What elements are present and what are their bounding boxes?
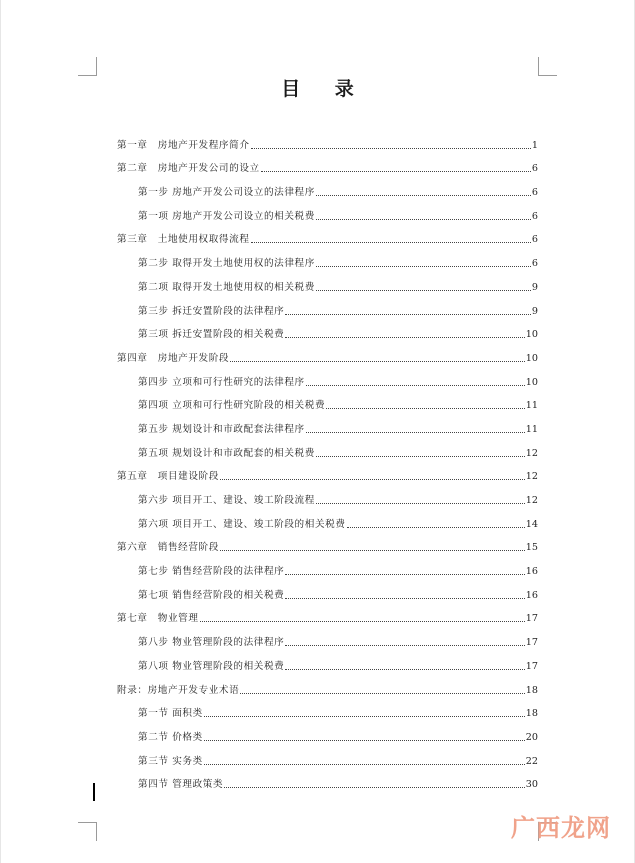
toc-entry-label: 第六章 销售经营阶段 <box>117 542 219 554</box>
toc-entry-chapter[interactable] <box>117 222 538 246</box>
toc-page-number: 15 <box>525 542 538 554</box>
toc-entry-section[interactable] <box>117 174 538 198</box>
toc-page-number: 6 <box>531 187 538 199</box>
toc-entry-label: 第二节 价格类 <box>138 731 203 743</box>
toc-entry-label: 第一项 房地产开发公司设立的相关税费 <box>138 210 315 222</box>
toc-entry-section[interactable] <box>117 767 538 791</box>
toc-page-number: 17 <box>525 613 538 625</box>
toc-page-number: 14 <box>525 518 538 530</box>
toc-entry-label: 第二章 房地产开发公司的设立 <box>117 163 260 175</box>
toc-page-number: 6 <box>531 163 538 175</box>
toc-entry-label: 第七章 物业管理 <box>117 613 199 625</box>
toc-entry-label: 第一节 面积类 <box>138 708 203 720</box>
table-of-contents <box>117 127 538 790</box>
toc-entry-label: 第八步 物业管理阶段的法律程序 <box>138 637 285 649</box>
toc-entry-section[interactable] <box>117 577 538 601</box>
toc-entry-chapter[interactable] <box>117 459 538 483</box>
toc-dot-leader <box>285 336 524 338</box>
toc-page-number: 6 <box>531 210 538 222</box>
toc-entry-section[interactable] <box>117 506 538 530</box>
toc-dot-leader <box>316 218 531 220</box>
toc-dot-leader <box>251 147 531 149</box>
toc-entry-label: 第六步 项目开工、建设、竣工阶段流程 <box>138 495 315 506</box>
toc-page-number: 16 <box>525 566 538 578</box>
toc-page-number: 22 <box>525 755 538 767</box>
toc-page-number: 12 <box>525 447 538 459</box>
toc-entry-label: 第七项 销售经营阶段的相关税费 <box>138 589 285 601</box>
toc-entry-section[interactable] <box>117 719 538 743</box>
toc-entry-chapter[interactable] <box>117 151 538 175</box>
toc-entry-section[interactable] <box>117 245 538 269</box>
toc-entry-label: 第四项 立项和可行性研究阶段的相关税费 <box>138 400 326 412</box>
toc-entry-section[interactable] <box>117 293 538 317</box>
toc-dot-leader <box>316 455 525 457</box>
toc-entry-label: 附录：房地产开发专业术语 <box>117 684 240 696</box>
toc-entry-label: 第三步 拆迁安置阶段的法律程序 <box>138 305 285 317</box>
toc-entry-label: 第三项 拆迁安置阶段的相关税费 <box>138 329 285 341</box>
toc-entry-chapter[interactable] <box>117 127 538 151</box>
toc-entry-label: 第三章 土地使用权取得流程 <box>117 234 250 246</box>
toc-dot-leader <box>316 289 531 291</box>
toc-page-number: 9 <box>531 305 538 317</box>
toc-page-number: 10 <box>525 329 538 341</box>
text-cursor <box>93 783 95 801</box>
toc-dot-leader <box>285 644 524 646</box>
toc-page-number: 9 <box>531 281 538 293</box>
toc-dot-leader <box>285 597 524 599</box>
toc-page-number: 1 <box>531 139 538 151</box>
toc-page-number: 16 <box>525 589 538 601</box>
toc-page-number: 12 <box>525 471 538 483</box>
toc-dot-leader <box>347 526 525 528</box>
toc-page-number: 10 <box>525 376 538 388</box>
watermark: 广西龙网 <box>511 814 611 842</box>
toc-entry-chapter[interactable] <box>117 672 538 696</box>
toc-dot-leader <box>316 265 531 267</box>
toc-page-number: 11 <box>525 423 538 435</box>
toc-dot-leader <box>285 668 524 670</box>
toc-entry-section[interactable] <box>117 624 538 648</box>
toc-page-number: 17 <box>525 660 538 672</box>
toc-entry-label: 第四章 房地产开发阶段 <box>117 352 230 364</box>
toc-entry-label: 第七步 销售经营阶段的法律程序 <box>138 566 285 578</box>
toc-entry-label: 第四步 立项和可行性研究的法律程序 <box>138 376 305 388</box>
toc-entry-label: 第一步 房地产开发公司设立的法律程序 <box>138 187 315 199</box>
toc-dot-leader <box>306 431 525 433</box>
page-border-left <box>0 0 1 863</box>
toc-entry-label: 第八项 物业管理阶段的相关税费 <box>138 660 285 672</box>
toc-page-number: 6 <box>531 234 538 246</box>
toc-entry-section[interactable] <box>117 553 538 577</box>
toc-entry-label: 第三节 实务类 <box>138 755 203 767</box>
toc-dot-leader <box>204 763 525 765</box>
margin-mark-bottom-left <box>78 822 97 841</box>
toc-dot-leader <box>220 478 525 480</box>
toc-dot-leader <box>230 360 525 362</box>
toc-entry-label: 第四节 管理政策类 <box>138 779 224 791</box>
toc-dot-leader <box>261 170 531 172</box>
toc-page-number: 6 <box>531 258 538 270</box>
toc-entry-section[interactable] <box>117 198 538 222</box>
toc-page-number: 17 <box>525 637 538 649</box>
toc-dot-leader <box>316 194 531 196</box>
toc-dot-leader <box>285 573 524 575</box>
toc-entry-label: 第二步 取得开发土地使用权的法律程序 <box>138 258 315 270</box>
toc-page-number: 20 <box>525 731 538 743</box>
toc-entry-label: 第五步 规划设计和市政配套法律程序 <box>138 423 305 435</box>
toc-entry-chapter[interactable] <box>117 601 538 625</box>
toc-dot-leader <box>316 502 525 504</box>
toc-dot-leader <box>285 313 531 315</box>
toc-entry-section[interactable] <box>117 411 538 435</box>
toc-entry-chapter[interactable] <box>117 530 538 554</box>
toc-dot-leader <box>200 620 525 622</box>
toc-entry-chapter[interactable] <box>117 340 538 364</box>
toc-entry-label: 第二项 取得开发土地使用权的相关税费 <box>138 281 315 293</box>
toc-page-number: 11 <box>525 400 538 412</box>
toc-entry-section[interactable] <box>117 482 538 506</box>
toc-page-number: 18 <box>525 708 538 720</box>
toc-entry-section[interactable] <box>117 743 538 767</box>
toc-entry-section[interactable] <box>117 435 538 459</box>
toc-dot-leader <box>326 407 525 409</box>
toc-page-number: 12 <box>525 495 538 506</box>
toc-entry-section[interactable] <box>117 388 538 412</box>
toc-dot-leader <box>224 786 525 788</box>
toc-entry-section[interactable] <box>117 269 538 293</box>
toc-page-number: 30 <box>525 779 538 791</box>
toc-entry-label: 第六项 项目开工、建设、竣工阶段的相关税费 <box>138 518 346 530</box>
toc-entry-label: 第一章 房地产开发程序简介 <box>117 139 250 151</box>
toc-dot-leader <box>204 739 525 741</box>
toc-entry-section[interactable] <box>117 648 538 672</box>
toc-page-number: 10 <box>525 352 538 364</box>
toc-dot-leader <box>306 384 525 386</box>
toc-entry-section[interactable] <box>117 317 538 341</box>
toc-dot-leader <box>220 549 525 551</box>
toc-entry-section[interactable] <box>117 364 538 388</box>
toc-title: 目 录 <box>281 78 368 100</box>
toc-page-number: 18 <box>525 684 538 696</box>
toc-entry-label: 第五章 项目建设阶段 <box>117 471 219 483</box>
toc-dot-leader <box>251 241 531 243</box>
toc-entry-section[interactable] <box>117 696 538 720</box>
toc-dot-leader <box>240 692 524 694</box>
toc-dot-leader <box>204 715 525 717</box>
toc-entry-label: 第五项 规划设计和市政配套的相关税费 <box>138 447 315 459</box>
